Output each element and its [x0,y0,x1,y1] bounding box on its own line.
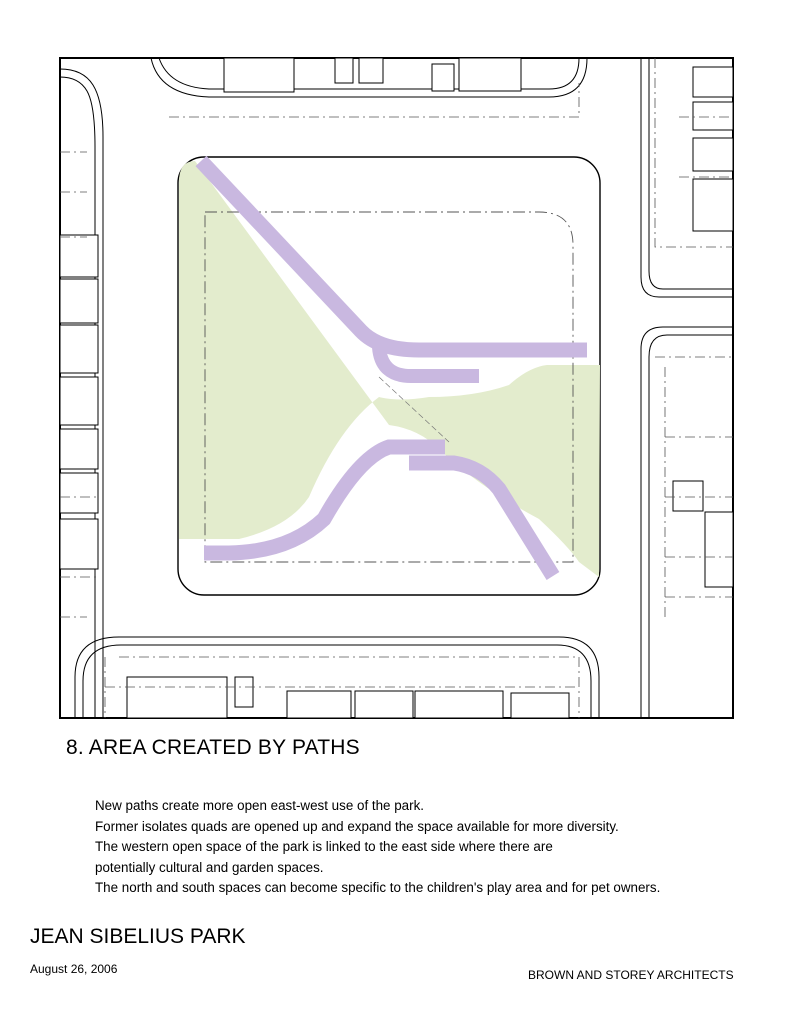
notes-list [95,796,660,899]
note-line: The north and south spaces can become specific to the children's play area and for pet owners. [95,880,661,895]
note-line: New paths create more open east-west use of the park. [95,798,424,813]
note-line: The western open space of the park is linked to the east side where there are [95,839,553,854]
project-date: August 26, 2006 [30,962,118,976]
project-title: JEAN SIBELIUS PARK [30,925,246,948]
site-plan-diagram [59,57,734,719]
section-heading: 8. AREA CREATED BY PATHS [66,736,360,759]
firm-name: BROWN AND STOREY ARCHITECTS [528,968,734,982]
note-line: potentially cultural and garden spaces. [95,859,324,875]
note-line: Former isolates quads are opened up and expand the space available for more diversity. [95,818,619,834]
